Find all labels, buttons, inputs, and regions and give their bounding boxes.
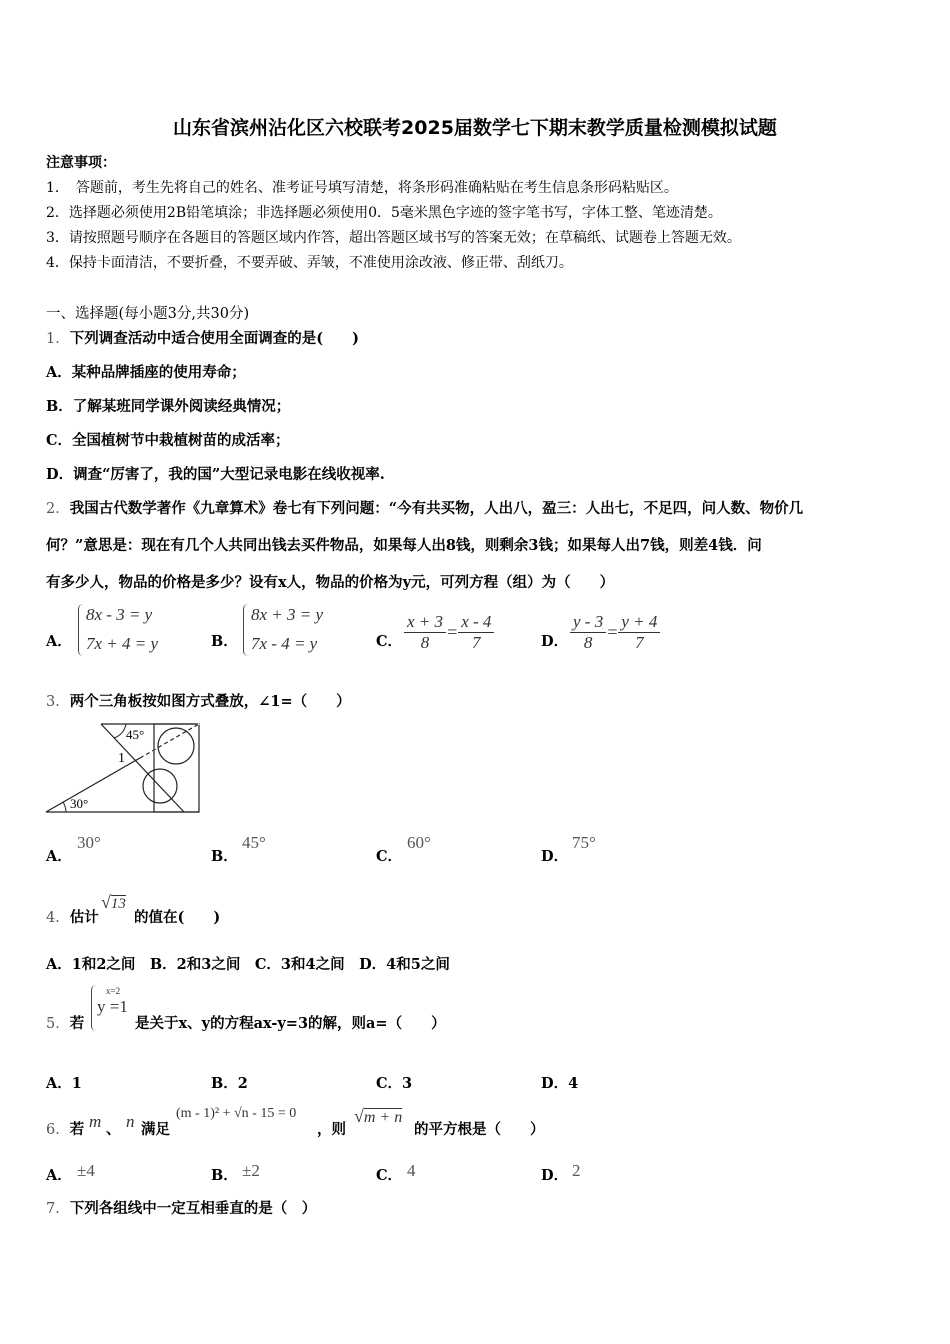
angle-arc bbox=[114, 724, 126, 738]
fraction-equation: $\frac{x + 3}{8}$ = $\frac{x - 4}{7}$ bbox=[404, 612, 494, 653]
angle-label-1: 1 bbox=[118, 751, 125, 766]
q5-option-a[interactable]: A．1 bbox=[46, 1075, 82, 1092]
q3-option-d-value: 75° bbox=[572, 833, 596, 852]
var-m: m bbox=[89, 1112, 102, 1131]
q1-option-d[interactable]: D．调查“厉害了，我的国”大型记录电影在线收视率. bbox=[46, 466, 385, 483]
question-text: 若 bbox=[69, 1121, 85, 1138]
q1-option-c[interactable]: C．全国植树节中栽植树苗的成活率； bbox=[46, 432, 290, 449]
angle-label-45: 45° bbox=[126, 727, 145, 742]
q5-option-c[interactable]: C．3 bbox=[376, 1075, 413, 1092]
q6-option-c-label[interactable]: C． bbox=[376, 1167, 403, 1184]
question-text: 下列调查活动中适合使用全面调查的是( ) bbox=[69, 330, 359, 347]
q3-option-a-label[interactable]: A． bbox=[46, 848, 72, 865]
brace bbox=[243, 604, 248, 656]
question-2 bbox=[46, 497, 803, 518]
q3-option-d-label[interactable]: D． bbox=[541, 848, 569, 865]
question-text: 满足 bbox=[141, 1121, 170, 1138]
q6-option-b-label[interactable]: B． bbox=[211, 1167, 238, 1184]
q2-option-a-label[interactable]: A． bbox=[46, 633, 72, 650]
q6-option-d-value: 2 bbox=[572, 1161, 581, 1180]
question-text: 下列各组线中一定互相垂直的是（ ） bbox=[69, 1200, 317, 1217]
page-title: 山东省滨州沾化区六校联考2025届数学七下期末教学质量检测模拟试题 bbox=[173, 117, 777, 139]
question-number: 1． bbox=[46, 331, 70, 347]
question-text: 的平方根是（ ） bbox=[414, 1121, 545, 1138]
question-number: 6． bbox=[46, 1122, 70, 1138]
q6-option-a-label[interactable]: A． bbox=[46, 1167, 72, 1184]
brace bbox=[91, 985, 96, 1031]
question-text: 是关于x、y的方程ax-y=3的解，则a=（ ） bbox=[135, 1015, 446, 1032]
q3-option-c-label[interactable]: C． bbox=[376, 848, 403, 865]
angle-arc bbox=[63, 802, 66, 812]
question-text: 有多少人，物品的价格是多少？设有x人，物品的价格为y元，可列方程（组）为（ ） bbox=[46, 574, 615, 591]
equation: 8x - 3 = y bbox=[86, 605, 153, 624]
question-number: 4． bbox=[46, 910, 70, 926]
note-item: 2．选择题必须使用2B铅笔填涂；非选择题必须使用0．5毫米黑色字迹的签字笔书写，字体工整、笔迹清楚。 bbox=[46, 205, 722, 221]
fraction: $\frac{x - 4}{7}$ bbox=[458, 612, 494, 653]
equation: 7x - 4 = y bbox=[251, 634, 318, 653]
q2-option-b-label[interactable]: B． bbox=[211, 633, 238, 650]
q6-option-d-label[interactable]: D． bbox=[541, 1167, 569, 1184]
q2-option-d-label[interactable]: D． bbox=[541, 633, 569, 650]
question-number: 7． bbox=[46, 1201, 70, 1217]
question-text: 若 bbox=[69, 1015, 85, 1032]
equation: 8x + 3 = y bbox=[251, 605, 324, 624]
notes-heading: 注意事项： bbox=[46, 155, 116, 171]
q4-options[interactable]: A．1和2之间 B．2和3之间 C．3和4之间 D．4和5之间 bbox=[46, 956, 450, 973]
q3-option-b-label[interactable]: B． bbox=[211, 848, 238, 865]
question-text: 估计 bbox=[69, 909, 99, 926]
question-7 bbox=[46, 1197, 316, 1218]
question-4 bbox=[46, 906, 99, 927]
question-text: 的值在( ) bbox=[134, 909, 221, 926]
sqrt-m-plus-n: √m + n bbox=[354, 1106, 403, 1126]
var-n: n bbox=[126, 1112, 135, 1131]
q3-option-a-value: 30° bbox=[77, 833, 101, 852]
equation: 7x + 4 = y bbox=[86, 634, 159, 653]
question-number: 2． bbox=[46, 501, 70, 517]
question-5 bbox=[46, 1012, 84, 1033]
q6-option-c-value: 4 bbox=[407, 1161, 416, 1180]
separator: 、 bbox=[106, 1121, 121, 1138]
triangle-hole bbox=[158, 728, 194, 764]
question-number: 3． bbox=[46, 694, 70, 710]
system-top: x=2 bbox=[106, 986, 121, 996]
note-item: 4．保持卡面清洁，不要折叠，不要弄破、弄皱，不准使用涂改液、修正带、刮纸刀。 bbox=[46, 255, 573, 271]
q3-option-c-value: 60° bbox=[407, 833, 431, 852]
fraction: $\frac{y + 4}{7}$ bbox=[618, 612, 660, 653]
condition-expression: (m - 1)² + √n - 15 = 0 bbox=[176, 1106, 297, 1121]
q3-option-b-value: 45° bbox=[242, 833, 266, 852]
q6-option-b-value: ±2 bbox=[242, 1161, 260, 1180]
q2-option-c-label[interactable]: C． bbox=[376, 633, 403, 650]
question-text: 何？”意思是：现在有几个人共同出钱去买件物品，如果每人出8钱，则剩余3钱；如果每人出7钱，则差4钱．问 bbox=[46, 537, 762, 554]
brace bbox=[78, 604, 83, 656]
angle-label-30: 30° bbox=[70, 796, 89, 811]
fraction-equation: $\frac{y - 3}{8}$ = $\frac{y + 4}{7}$ bbox=[570, 612, 660, 653]
note-item: 1． 答题前，考生先将自己的姓名、准考证号填写清楚，将条形码准确粘贴在考生信息条形码粘贴区。 bbox=[46, 180, 678, 196]
question-3 bbox=[46, 690, 351, 711]
system-bottom: y =1 bbox=[97, 997, 128, 1016]
question-1 bbox=[46, 327, 359, 348]
question-6 bbox=[46, 1118, 84, 1139]
section-heading: 一、选择题(每小题3分,共30分) bbox=[46, 306, 250, 322]
q5-option-b[interactable]: B．2 bbox=[211, 1075, 248, 1092]
q1-option-b[interactable]: B．了解某班同学课外阅读经典情况； bbox=[46, 398, 291, 415]
question-text: 两个三角板按如图方式叠放，∠1=（ ） bbox=[69, 693, 351, 710]
triangle-figure bbox=[44, 720, 204, 816]
note-item: 3．请按照题号顺序在各题目的答题区域内作答，超出答题区域书写的答案无效；在草稿纸、试题卷上答题无效。 bbox=[46, 230, 741, 246]
question-text: 我国古代数学著作《九章算术》卷七有下列问题：“今有共买物，人出八，盈三：人出七，不足四，问人数、物价几 bbox=[69, 500, 804, 517]
question-number: 5． bbox=[46, 1016, 70, 1032]
sqrt-13: √13 bbox=[101, 892, 126, 912]
q1-option-a[interactable]: A．某种品牌插座的使用寿命； bbox=[46, 364, 246, 381]
fraction: $\frac{y - 3}{8}$ bbox=[570, 612, 606, 653]
q6-option-a-value: ±4 bbox=[77, 1161, 95, 1180]
q5-option-d[interactable]: D．4 bbox=[541, 1075, 579, 1092]
fraction: $\frac{x + 3}{8}$ bbox=[404, 612, 446, 653]
question-text: ，则 bbox=[317, 1121, 346, 1138]
